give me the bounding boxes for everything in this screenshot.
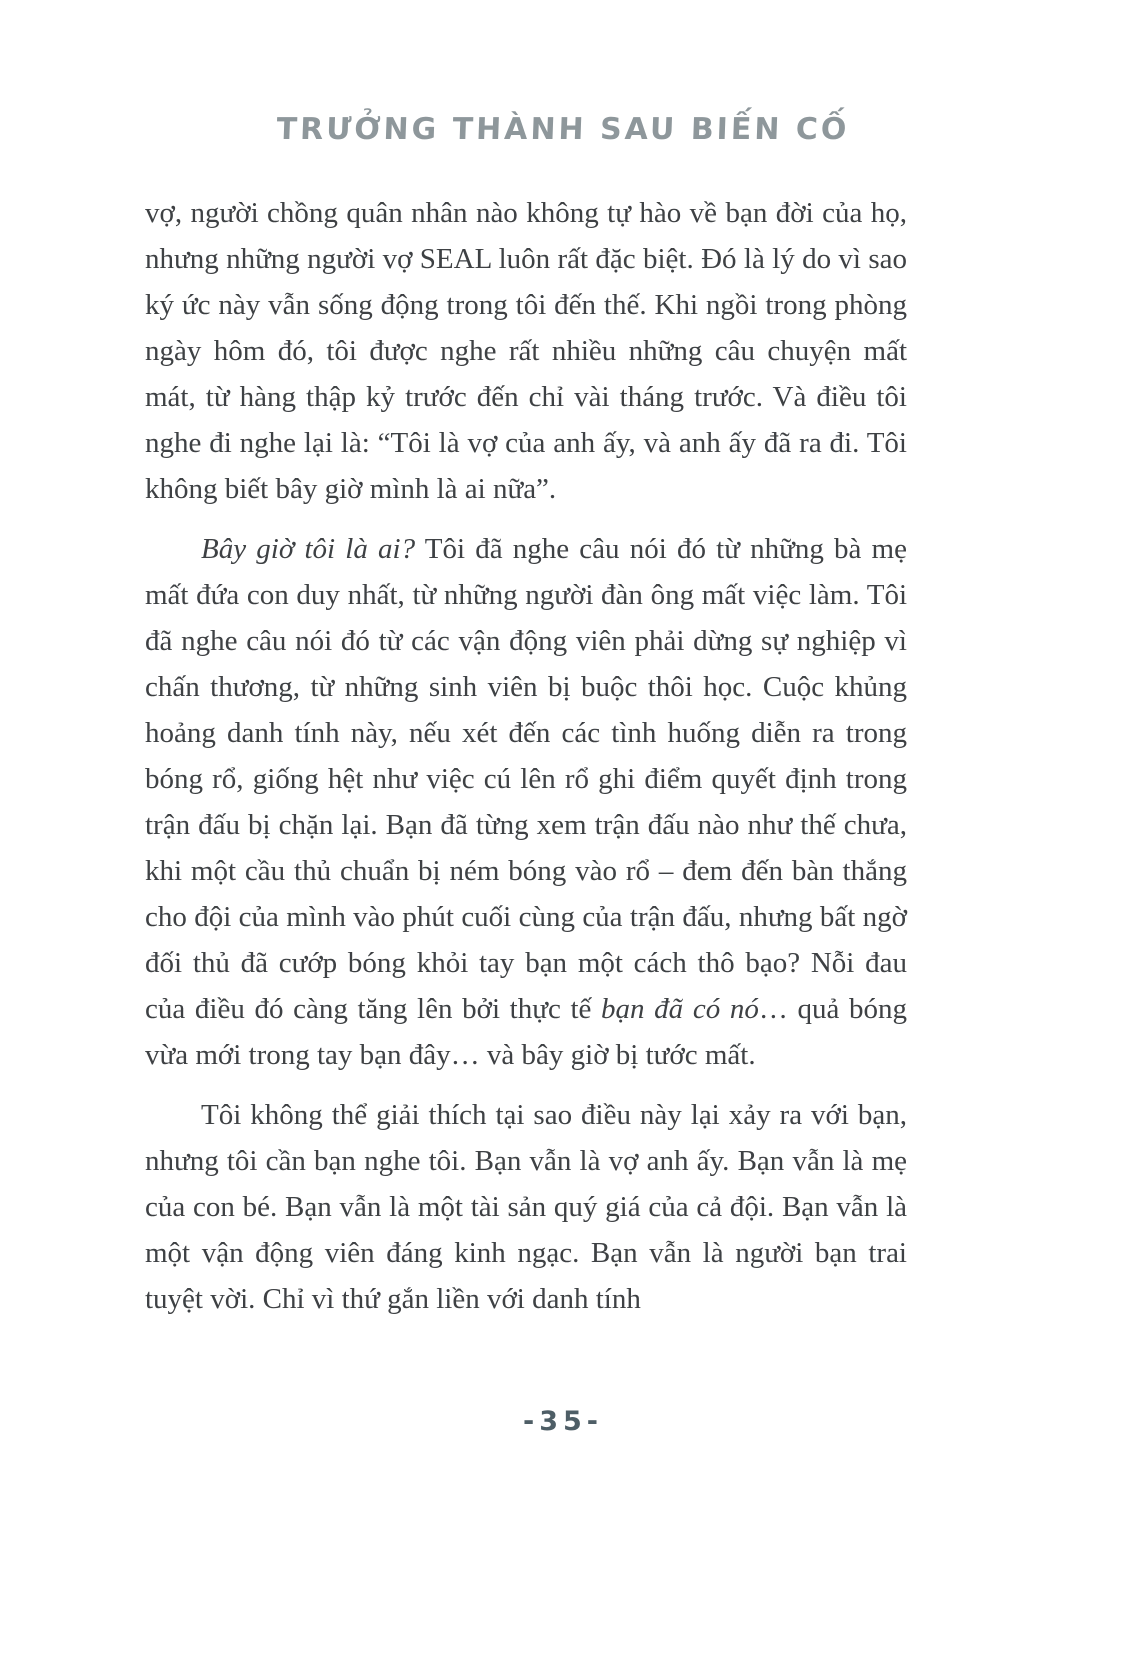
- paragraph: [145, 1092, 907, 1322]
- page-body: [145, 190, 907, 1336]
- running-head: [39, 112, 1086, 147]
- page-footer: [40, 1406, 1086, 1437]
- text-run: Tôi đã nghe câu nói đó từ những bà mẹ mất đứa con duy nhất, từ những người đàn ông mất việc làm. Tôi đã nghe câu nói đó từ các vận động viên phải dừng sự nghiệp vì chấn thương, từ những sinh viên bị buộc thôi học. Cuộc khủng hoảng danh tính này, nếu xét đến các tình huống diễn ra trong bóng rổ, giống hệt như việc cú lên rổ ghi điểm quyết định trong trận đấu bị chặn lại. Bạn đã từng xem trận đấu nào như thế chưa, khi một cầu thủ chuẩn bị ném bóng vào rổ – đem đến bàn thắng cho đội của mình vào phút cuối cùng của trận đấu, nhưng bất ngờ đối thủ đã cướp bóng khỏi tay bạn một cách thô bạo? Nỗi đau của điều đó càng tăng lên bởi thực tế: [145, 533, 907, 1025]
- text-run: Tôi không thể giải thích tại sao điều này lại xảy ra với bạn, nhưng tôi cần bạn nghe tôi. Bạn vẫn là vợ anh ấy. Bạn vẫn là mẹ của con bé. Bạn vẫn là một tài sản quý giá của cả đội. Bạn vẫn là một vận động viên đáng kinh ngạc. Bạn vẫn là người bạn trai tuyệt vời. Chỉ vì thứ gắn liền với danh tính: [145, 1099, 907, 1315]
- page-number: -35-: [523, 1406, 603, 1437]
- paragraph: [145, 526, 907, 1078]
- italic-text-run: bạn đã có nó: [601, 993, 759, 1025]
- paragraph: [145, 190, 907, 512]
- text-run: vợ, người chồng quân nhân nào không tự hào về bạn đời của họ, nhưng những người vợ SEAL luôn rất đặc biệt. Đó là lý do vì sao ký ức này vẫn sống động trong tôi đến thế. Khi ngồi trong phòng ngày hôm đó, tôi được nghe rất nhiều những câu chuyện mất mát, từ hàng thập kỷ trước đến chỉ vài tháng trước. Và điều tôi nghe đi nghe lại là: “Tôi là vợ của anh ấy, và anh ấy đã ra đi. Tôi không biết bây giờ mình là ai nữa”.: [145, 197, 907, 505]
- chapter-title: TRƯỞNG THÀNH SAU BIẾN CỐ: [275, 112, 850, 147]
- text-run: … quả bóng vừa mới trong tay bạn đây… và bây giờ bị tước mất.: [145, 993, 908, 1071]
- italic-text-run: Bây giờ tôi là ai?: [201, 533, 416, 565]
